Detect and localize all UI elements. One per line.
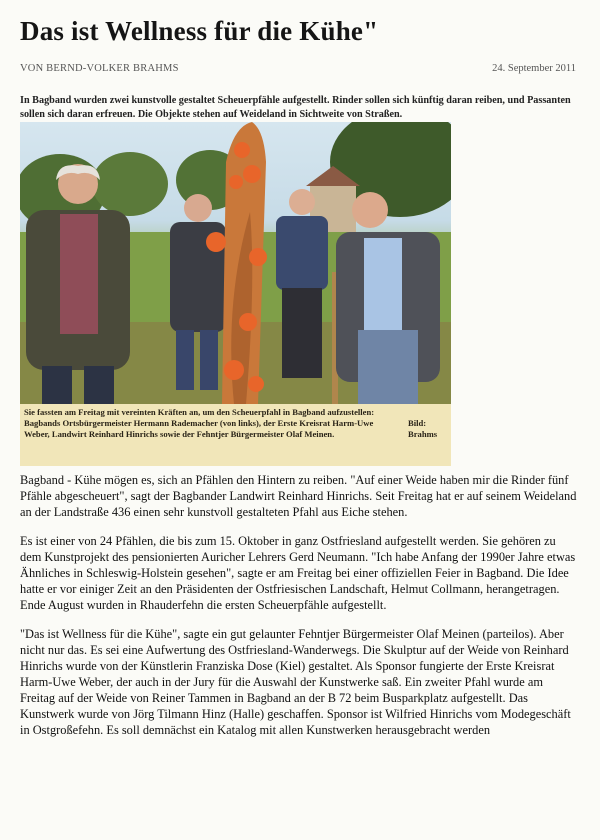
person-head	[289, 189, 315, 215]
body-paragraph: Bagband - Kühe mögen es, sich an Pfählen den Hintern zu reiben. "Auf einer Weide haben mir die Rinder fünf Pfähle abgescheuert", sagt der Bagbander Landwirt Reinhard Hinrichs. Seit Freitag hat er auf seinem Weideland an der Landstraße 436 einen sehr kunstvoll gestalteten Pfahl aus Eiche stehen.	[20, 473, 577, 519]
photo-credit	[408, 418, 448, 440]
publish-date: 24. September 2011	[492, 63, 576, 74]
byline-row	[20, 63, 576, 74]
author-byline: VON BERND-VOLKER BRAHMS	[20, 63, 179, 74]
person-legs	[84, 366, 114, 404]
person-legs	[176, 330, 194, 390]
person-jeans	[358, 330, 418, 404]
person-shirt	[60, 214, 98, 334]
photo-illustration	[20, 122, 451, 404]
article-photo	[20, 122, 451, 404]
article-headline: Das ist Wellness für die Kühe"	[20, 16, 379, 46]
person-shirt	[364, 238, 402, 332]
photo-caption	[20, 404, 451, 466]
credit-label: Bild:	[408, 418, 427, 428]
body-paragraph: Es ist einer von 24 Pfählen, die bis zum 15. Oktober in ganz Ostfriesland aufgestellt werden. Sie gehören zu dem Kunstprojekt des pensionierten Auricher Lehrers Gerd Neumann. "Ich habe Anfang der 1990er Jahre etwas Ähnliches in Schleswig-Holstein gesehen", sagte er am Freitag bei einer offiziellen Feier in Bagband. Die Idee hatte er vor einiger Zeit an den Präsidenten der Ostfriesischen Landschaft, Helmut Collmann, herangetragen. Ende August wurden in Rhauderfehn die ersten Scheuerpfähle aufgestellt.	[20, 534, 576, 612]
caption-text: Sie fassten am Freitag mit vereinten Kräften an, um den Scheuerpfahl in Bagband aufzustellen: Bagbands Ortsbürgermeister Hermann Rademacher (von links), der Erste Kreisrat Harm-Uwe Weber, Landwirt Reinhard Hinrichs sowie der Fehntjer Bürgermeister Olaf Meinen.	[24, 407, 375, 440]
person-legs	[282, 288, 322, 378]
person-legs	[200, 330, 218, 390]
article-body	[20, 472, 580, 751]
article-teaser: In Bagband wurden zwei kunstvolle gestaltet Scheuerpfähle aufgestellt. Rinder sollen sich künftig daran reiben, und Passanten sollen sich daran erfreuen. Die Objekte stehen auf Weideland in Sichtweite von Straßen.	[20, 95, 571, 120]
tree	[92, 152, 168, 216]
person-head	[184, 194, 212, 222]
body-paragraph: "Das ist Wellness für die Kühe", sagte ein gut gelaunter Fehntjer Bürgermeister Olaf Meinen (parteilos). Aber nicht nur das. Es sei eine Aufwertung des Ostfriesland-Wanderwegs. Die Skulptur auf der Weide von Reinhard Hinrichs wurde von der Künstlerin Franziska Dose (Kiel) gestaltet. Als Sponsor fungierte der Erste Kreisrat Harm-Uwe Weber, der auch in der Jury für die Auswahl der Kunstwerke saß. Ein zweiter Pfahl wurde am Freitag auf der Weide von Reiner Tammen in Bagband an der B 72 beim Busparkplatz aufgestellt. Das Kunstwerk wurde von Jörg Tilmann Hinz (Halle) geschaffen. Sponsor ist Wilfried Hinrichs vom Modegeschäft in Ostgroßefehn. Es soll demnächst ein Katalog mit allen Kunstwerken herausgebracht werden	[20, 627, 571, 737]
credit-name: Brahms	[408, 429, 438, 440]
person-head	[352, 192, 388, 228]
person-legs	[42, 366, 72, 404]
person-shirt	[276, 216, 328, 290]
